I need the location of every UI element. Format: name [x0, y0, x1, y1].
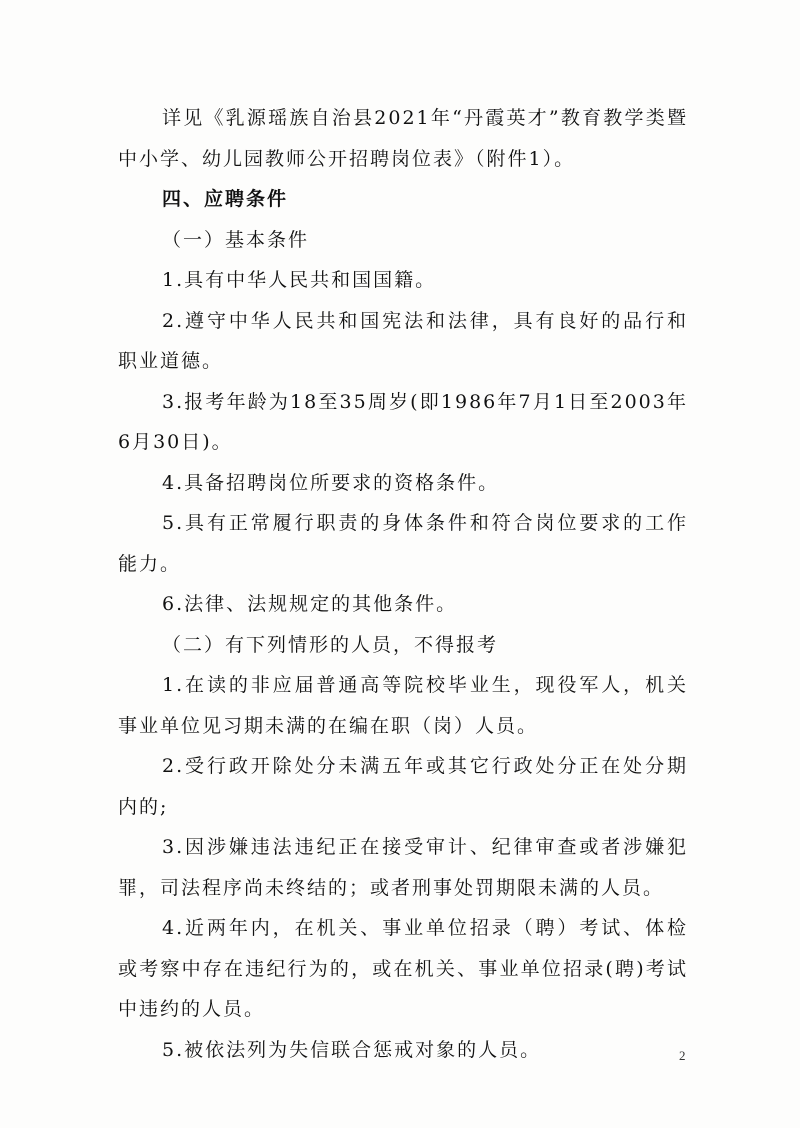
document-body — [118, 98, 688, 1070]
paragraph-attachment-reference: 详见《乳源瑶族自治县2021年“丹霞英才”教育教学类暨中小学、幼儿园教师公开招聘岗位表》（附件1）。 — [118, 107, 688, 170]
exclusion-item-3: 3.因涉嫌违法违纪正在接受审计、纪律审查或者涉嫌犯罪，司法程序尚未终结的；或者刑事处罚期限未满的人员。 — [118, 836, 688, 899]
condition-item-6: 6.法律、法规规定的其他条件。 — [162, 593, 458, 615]
subsection-heading-basic-conditions: （一）基本条件 — [162, 228, 310, 251]
exclusion-item-4: 4.近两年内，在机关、事业单位招录（聘）考试、体检或考察中存在违纪行为的，或在机关、事业单位招录(聘)考试中违约的人员。 — [118, 917, 688, 1020]
condition-item-4: 4.具备招聘岗位所要求的资格条件。 — [162, 471, 500, 494]
exclusion-item-2: 2.受行政开除处分未满五年或其它行政处分正在处分期内的; — [118, 755, 688, 818]
page-number: 2 — [679, 1048, 686, 1063]
section-heading-application-conditions: 四、应聘条件 — [162, 188, 289, 210]
exclusion-item-5: 5.被依法列为失信联合惩戒对象的人员。 — [162, 1038, 542, 1061]
subsection-heading-exclusions: （二）有下列情形的人员，不得报考 — [162, 633, 499, 656]
condition-item-2: 2.遵守中华人民共和国宪法和法律，具有良好的品行和职业道德。 — [118, 309, 688, 372]
condition-item-1: 1.具有中华人民共和国国籍。 — [162, 269, 437, 291]
condition-item-3: 3.报考年龄为18至35周岁(即1986年7月1日至2003年6月30日)。 — [118, 390, 688, 453]
exclusion-item-1: 1.在读的非应届普通高等院校毕业生，现役军人，机关事业单位见习期未满的在编在职（岗）人员。 — [118, 674, 688, 737]
condition-item-5: 5.具有正常履行职责的身体条件和符合岗位要求的工作能力。 — [118, 512, 688, 575]
